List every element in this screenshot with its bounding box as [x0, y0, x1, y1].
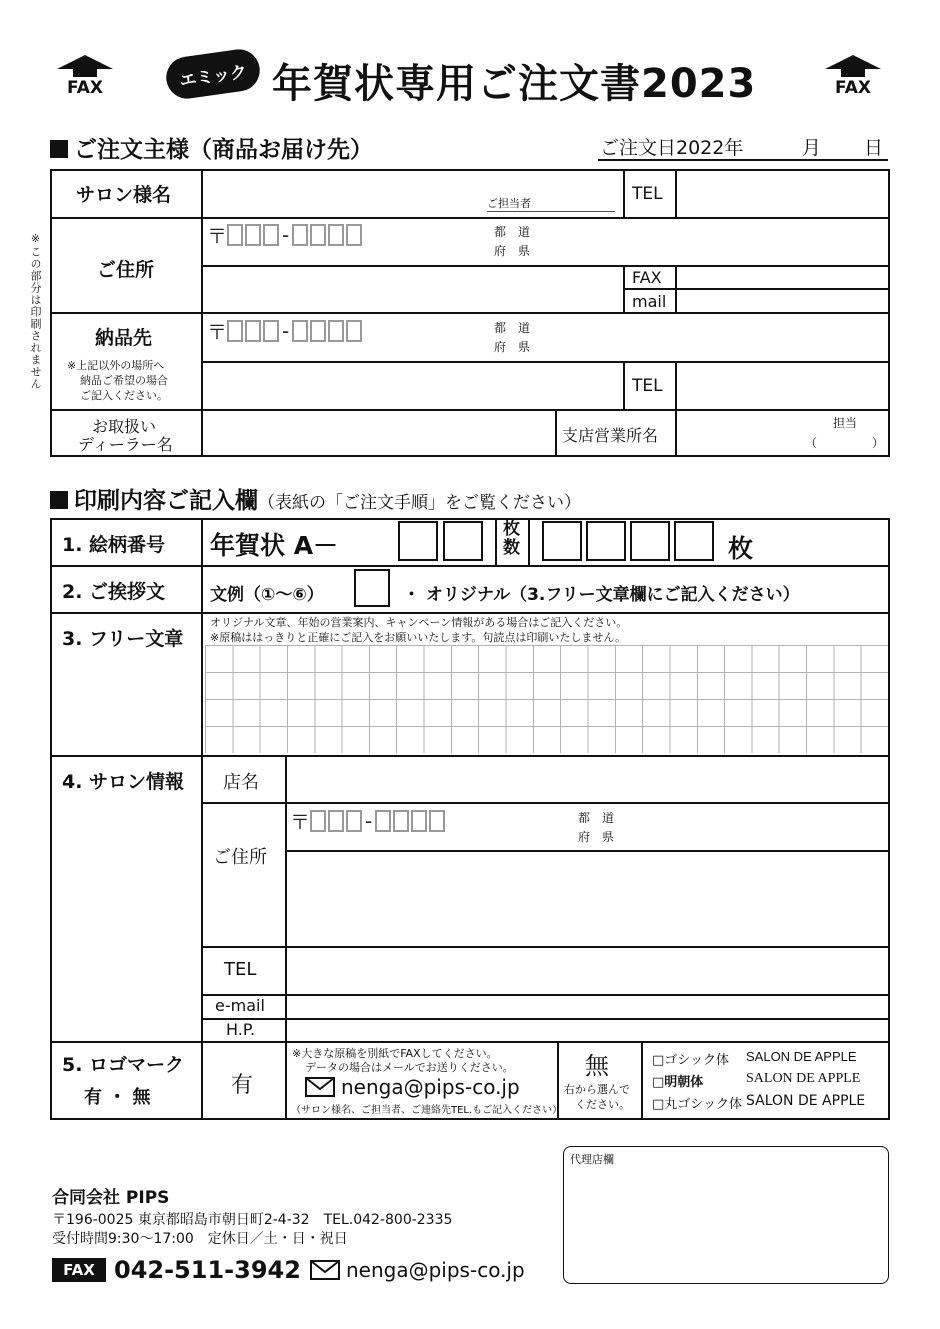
greeting-number-box[interactable] [354, 569, 390, 607]
paren-open: （ [805, 436, 818, 450]
pattern-number-label: 1. 絵柄番号 [62, 534, 166, 556]
font-sample-mincho: SALON DE APPLE [746, 1071, 861, 1086]
shop-name-label: 店名 [223, 772, 259, 793]
font-option-maru[interactable]: □丸ゴシック体 [652, 1097, 743, 1112]
delivery-note-1: ※上記以外の場所へ [67, 359, 165, 372]
free-text-grid[interactable] [205, 645, 888, 753]
agent-box[interactable] [563, 1146, 889, 1284]
print-table [50, 518, 890, 1120]
postal-code-field-1[interactable]: 〒 - [207, 220, 364, 249]
address-label: ご住所 [97, 259, 155, 281]
order-date-label: ご注文日2022年 [600, 137, 744, 159]
brand-badge: エミック [164, 47, 263, 102]
select-note-1: 右から選んで [564, 1083, 630, 1096]
not-printed-note: ※この部分は印刷されません [29, 232, 42, 390]
delivery-note-3: ご記入ください。 [80, 389, 168, 402]
select-note-2: ください。 [575, 1098, 630, 1111]
fax-number[interactable]: 042-511-3942 [114, 1256, 301, 1284]
company-address: 〒196-0025 東京都昭島市朝日町2-4-32 TEL.042-800-2335 [52, 1212, 453, 1228]
postal-code-field-2[interactable]: 〒 - [207, 316, 364, 345]
paren-close: ） [872, 436, 885, 450]
page-title: 年賀状専用ご注文書2023 [272, 61, 757, 107]
salon-address-label: ご住所 [213, 847, 267, 868]
prefecture-label-3a: 都 道 [578, 811, 615, 825]
fax-label-1: FAX [632, 268, 662, 287]
logo-yes-label: 有 [231, 1073, 254, 1098]
salon-email-label: e-mail [215, 996, 265, 1015]
prefecture-label-3b: 府 県 [578, 830, 615, 844]
company-name: 合同会社 PIPS [52, 1188, 170, 1208]
salon-tel-label: TEL [224, 959, 257, 980]
postal-code-field-3[interactable]: 〒 - [290, 806, 447, 835]
prefecture-label-2b: 府 県 [494, 340, 531, 354]
logo-note-2: データの場合はメールでお送りください。 [305, 1061, 514, 1074]
logo-no-label: 無 [585, 1052, 609, 1080]
tanto-label: 担当 [833, 416, 858, 430]
logo-note-3: （サロン様名、ご担当者、ご連絡先TEL.もご記入ください） [291, 1105, 563, 1116]
mail-icon [305, 1077, 335, 1097]
free-text-label: 3. フリー文章 [62, 628, 184, 650]
quantity-boxes[interactable] [542, 521, 714, 561]
tel-label-1: TEL [632, 184, 663, 204]
logo-email[interactable] [305, 1075, 520, 1099]
prefecture-label-1b: 府 県 [494, 244, 531, 258]
mail-label-1: mail [632, 292, 667, 311]
order-month-label: 月 [802, 137, 822, 159]
delivery-note-2: 納品ご希望の場合 [80, 374, 168, 387]
greeting-label: 2. ご挨拶文 [62, 581, 166, 603]
order-day-label: 日 [864, 137, 884, 159]
greeting-original: ・ オリジナル（3.フリー文章欄にご記入ください） [403, 585, 800, 605]
font-sample-maru: SALON DE APPLE [746, 1093, 866, 1109]
footer-mail-icon [310, 1260, 340, 1280]
salon-info-label: 4. サロン情報 [62, 771, 185, 793]
font-option-gothic[interactable]: □ゴシック体 [652, 1053, 730, 1068]
logo-mark-label: 5. ロゴマーク [62, 1054, 185, 1076]
logo-note-1: ※大きな原稿を別紙でFAXしてください。 [292, 1047, 498, 1060]
fax-label-left: FAX [67, 78, 103, 98]
fax-tag: FAX [52, 1258, 106, 1282]
fax-label-right: FAX [835, 78, 871, 98]
free-text-note-2: ※原稿ははっきりと正確にご記入をお願いいたします。句読点は印刷いたしません。 [210, 631, 626, 644]
business-hours: 受付時間9:30〜17:00 定休日／土・日・祝日 [52, 1231, 348, 1247]
delivery-label: 納品先 [95, 327, 153, 349]
pattern-number-boxes[interactable] [398, 521, 483, 561]
branch-label: 支店営業所名 [562, 426, 659, 445]
print-section-title: 印刷内容ご記入欄（表紙の「ご注文手順」をご覧ください） [50, 482, 581, 515]
free-text-note-1: オリジナル文章、年始の営業案内、キャンペーン情報がある場合はご記入ください。 [210, 616, 628, 629]
tel-label-2: TEL [632, 376, 663, 396]
person-in-charge-label: ご担当者 [487, 197, 531, 210]
fax-icon-left [55, 55, 115, 98]
font-sample-gothic: SALON DE APPLE [746, 1049, 857, 1064]
agent-label: 代理店欄 [570, 1153, 614, 1166]
salon-hp-label: H.P. [226, 1020, 256, 1039]
logo-email-text: nenga@pips-co.jp [341, 1075, 520, 1099]
salon-name-label: サロン様名 [76, 184, 172, 206]
footer-email[interactable] [310, 1258, 525, 1282]
dealer-label-1: お取扱い [92, 417, 157, 436]
orderer-section-title: ご注文主様（商品お届け先） [50, 131, 373, 164]
quantity-label: 枚数 [503, 519, 520, 558]
logo-choice-label: 有 ・ 無 [84, 1087, 151, 1108]
footer-email-text: nenga@pips-co.jp [346, 1258, 525, 1282]
fax-icon-right [823, 55, 883, 98]
greeting-example: 文例（①〜⑥） [210, 585, 324, 605]
prefecture-label-2a: 都 道 [494, 321, 531, 335]
mai-unit: 枚 [728, 534, 754, 563]
pattern-prefix: 年賀状 A－ [210, 531, 339, 560]
prefecture-label-1a: 都 道 [494, 225, 531, 239]
dealer-label-2: ディーラー名 [78, 435, 173, 454]
font-option-mincho[interactable]: □明朝体 [652, 1075, 704, 1090]
